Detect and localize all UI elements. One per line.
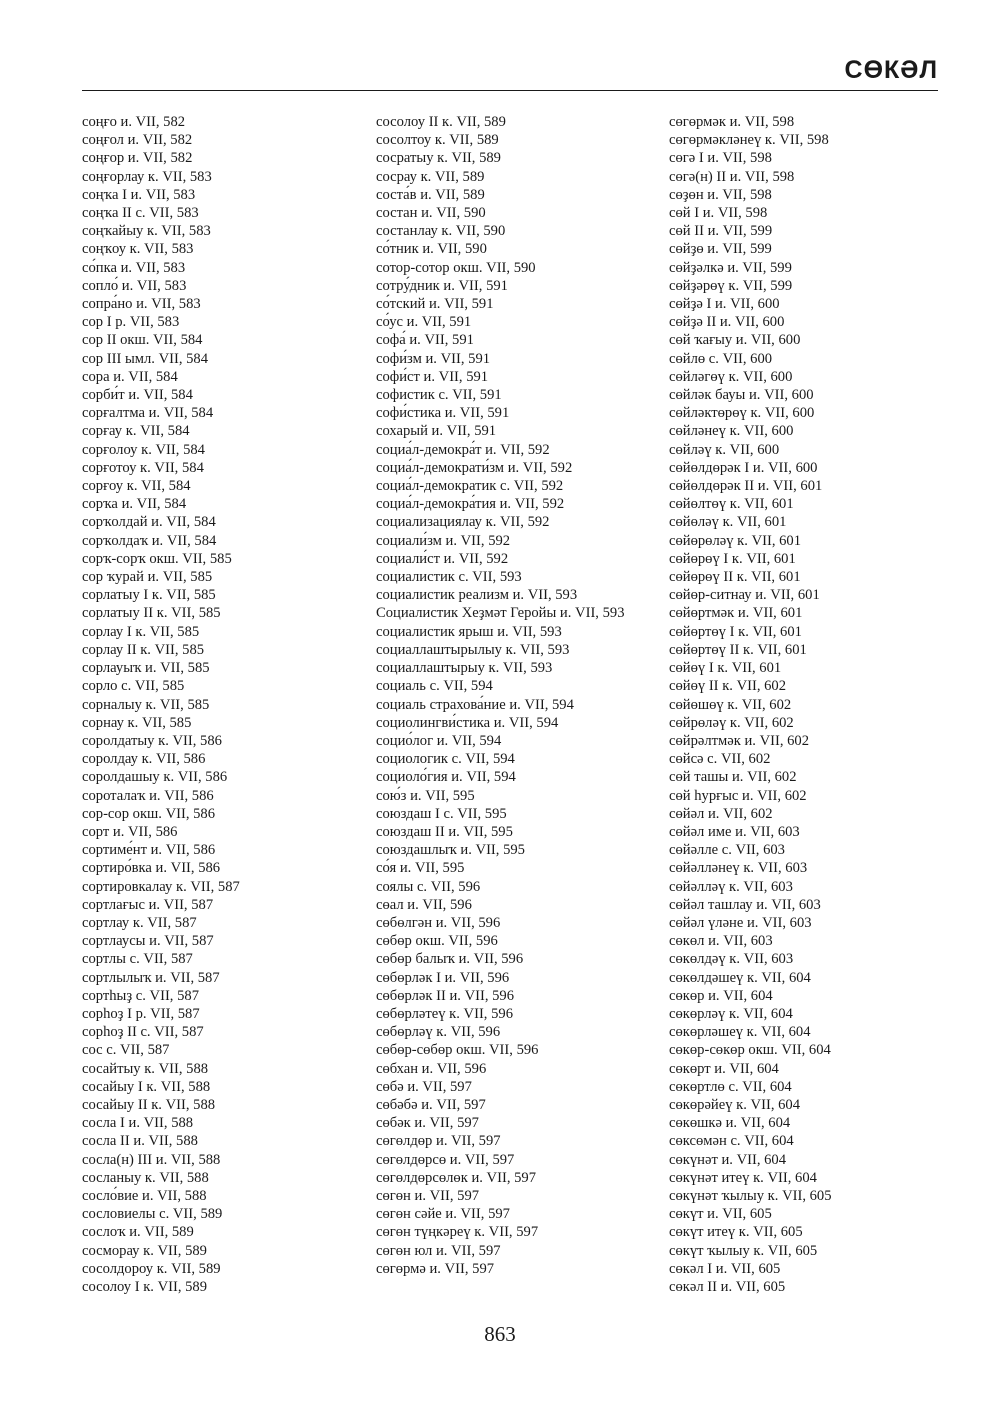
index-entry: союздаш I с. VII, 595 — [376, 805, 507, 822]
index-entry: сөйҙә I и. VII, 600 — [669, 296, 780, 313]
index-entry: сөй ташы и. VII, 602 — [669, 769, 797, 786]
index-entry: сөйөртөү I к. VII, 601 — [669, 623, 802, 640]
index-entry: сосланыу к. VII, 588 — [82, 1169, 209, 1186]
index-entry: социаль страхова́ние и. VII, 594 — [376, 696, 574, 713]
index-entry: сора и. VII, 584 — [82, 368, 178, 385]
index-entry: сөйлө с. VII, 600 — [669, 350, 773, 367]
page-number: 863 — [484, 1322, 516, 1346]
index-entry: сорғау к. VII, 584 — [82, 423, 190, 440]
index-entry: сөбөрләк I и. VII, 596 — [376, 969, 510, 986]
index-entry: сопра́но и. VII, 583 — [82, 296, 201, 313]
index-entry: сою́з и. VII, 595 — [376, 787, 475, 804]
index-entry: сортлағыс и. VII, 587 — [82, 896, 214, 913]
index-entry: сосморау к. VII, 589 — [82, 1242, 207, 1259]
index-entry: сорҡ-сорҡ окш. VII, 585 — [82, 550, 232, 567]
index-entry: сөгә I и. VII, 598 — [669, 150, 772, 167]
index-entry: сосолдороу к. VII, 589 — [82, 1260, 221, 1277]
index-entry: сорғоу к. VII, 584 — [82, 478, 191, 495]
index-entry: сөкүнәт итеү к. VII, 604 — [669, 1169, 817, 1186]
index-entry: сөйөү II к. VII, 602 — [669, 678, 787, 695]
index-entry: сөйсә с. VII, 602 — [669, 751, 771, 768]
index-entry: союздаш II и. VII, 595 — [376, 823, 513, 840]
index-entry: сорт и. VII, 586 — [82, 823, 178, 840]
index-entry: соялы с. VII, 596 — [376, 878, 481, 895]
index-entry: сөкөр-сөкөр окш. VII, 604 — [669, 1042, 831, 1059]
index-entry: сөбөрләү к. VII, 596 — [376, 1024, 501, 1041]
index-entry: сөйҙө и. VII, 599 — [669, 241, 772, 258]
index-entry: сосратыу к. VII, 589 — [376, 150, 501, 167]
index-entry: сотру́дник и. VII, 591 — [376, 277, 508, 294]
index-entry: сөкүт и. VII, 605 — [669, 1206, 772, 1223]
index-entry: сөй ҡағыу и. VII, 600 — [669, 332, 801, 349]
index-entry: сөйләк бауы и. VII, 600 — [669, 387, 814, 404]
index-entry: соңғо и. VII, 582 — [82, 114, 186, 130]
index-entry: сөкөрт и. VII, 604 — [669, 1060, 779, 1077]
index-entry: сөйҙә II и. VII, 600 — [669, 314, 785, 331]
index-entry: соңғор и. VII, 582 — [82, 150, 193, 167]
index-entry: сөйөлдөрәк II и. VII, 601 — [669, 478, 823, 495]
index-entry: социалистик реализм и. VII, 593 — [376, 587, 578, 604]
index-entry: союздашлыҡ и. VII, 595 — [376, 842, 525, 859]
index-entry: сосла I и. VII, 588 — [82, 1115, 194, 1132]
header-rule — [82, 90, 938, 91]
index-entry: сөйөрөләү к. VII, 601 — [669, 532, 802, 549]
index-entry: сор ҡурай и. VII, 585 — [82, 569, 213, 586]
index-entry: сөгөрмә и. VII, 597 — [376, 1260, 495, 1277]
index-entry: сөйөлтөү к. VII, 601 — [669, 496, 794, 513]
running-head: СӨКӘЛ — [844, 56, 938, 84]
index-entry: сосолоу I к. VII, 589 — [82, 1279, 208, 1295]
index-entry: со́ус и. VII, 591 — [376, 314, 472, 331]
index-entry: сорһоҙ I р. VII, 587 — [82, 1005, 200, 1022]
index-entry: сортлылыҡ и. VII, 587 — [82, 969, 220, 986]
index-column-3 — [669, 113, 949, 1296]
index-entry: софи́зм и. VII, 591 — [376, 350, 491, 367]
index-entry: сөйөшөү к. VII, 602 — [669, 696, 792, 713]
index-column-2 — [376, 113, 646, 1278]
index-entry: сөбөр окш. VII, 596 — [376, 933, 498, 950]
index-entry: сор I р. VII, 583 — [82, 314, 180, 331]
index-entry: соролдашыу к. VII, 586 — [82, 769, 228, 786]
index-entry: соңҡа I и. VII, 583 — [82, 186, 196, 203]
index-entry: сөкөшкә и. VII, 604 — [669, 1115, 791, 1132]
index-entry: сорһоҙ II с. VII, 587 — [82, 1024, 204, 1041]
index-entry: сос с. VII, 587 — [82, 1042, 170, 1059]
index-entry: сорҡолдаҡ и. VII, 584 — [82, 532, 217, 549]
index-entry: состанлау к. VII, 590 — [376, 223, 506, 240]
index-entry: сөбәк и. VII, 597 — [376, 1115, 479, 1132]
index-entry: сөкөр и. VII, 604 — [669, 987, 773, 1004]
index-entry: состан и. VII, 590 — [376, 205, 486, 222]
index-entry: сөйөрөү I к. VII, 601 — [669, 550, 796, 567]
index-entry: сөбөр балыҡ и. VII, 596 — [376, 951, 524, 968]
index-entry: сөкүнәт ҡылыу к. VII, 605 — [669, 1187, 832, 1204]
index-entry: сөй һурғыс и. VII, 602 — [669, 787, 807, 804]
index-entry: сорҡолдай и. VII, 584 — [82, 514, 216, 531]
index-entry: сөйөртмәк и. VII, 601 — [669, 605, 803, 622]
index-entry: соңҡоу к. VII, 583 — [82, 241, 194, 258]
index-entry: сөкөлдәшеү к. VII, 604 — [669, 969, 811, 986]
index-entry: социаллаштырылыу к. VII, 593 — [376, 641, 570, 658]
index-entry: сөбәбә и. VII, 597 — [376, 1096, 486, 1113]
index-entry: сөкөрләшеү к. VII, 604 — [669, 1024, 811, 1041]
index-entry: социа́л-демокра́тия и. VII, 592 — [376, 496, 565, 513]
index-entry: сосолоу II к. VII, 589 — [376, 114, 506, 130]
index-entry: сөкөрләү к. VII, 604 — [669, 1005, 793, 1022]
index-entry: сосолтоу к. VII, 589 — [376, 132, 499, 149]
index-entry: сорғотоу к. VII, 584 — [82, 459, 204, 476]
index-entry: сортлау к. VII, 587 — [82, 914, 197, 931]
index-entry: сөйҙәлкә и. VII, 599 — [669, 259, 792, 276]
index-entry: сөгөрмәк и. VII, 598 — [669, 114, 795, 130]
index-entry: сосла(н) III и. VII, 588 — [82, 1151, 221, 1168]
index-entry: со́пка и. VII, 583 — [82, 259, 186, 276]
index-entry: со́тник и. VII, 590 — [376, 241, 487, 258]
index-entry: соста́в и. VII, 589 — [376, 186, 485, 203]
index-entry: соролдатыу к. VII, 586 — [82, 732, 222, 749]
index-entry: сорғалтма и. VII, 584 — [82, 405, 214, 422]
index-entry: сосайыу II к. VII, 588 — [82, 1096, 216, 1113]
index-entry: соролдау к. VII, 586 — [82, 751, 206, 768]
index-entry: сөгөлдөр и. VII, 597 — [376, 1133, 501, 1150]
index-entry: соңғорлау к. VII, 583 — [82, 168, 212, 185]
index-entry: сөкөл и. VII, 603 — [669, 933, 773, 950]
index-entry: сохарый и. VII, 591 — [376, 423, 497, 440]
index-entry: сөбөрләк II и. VII, 596 — [376, 987, 515, 1004]
index-entry: социаль с. VII, 594 — [376, 678, 493, 695]
index-entry: сөйәл име и. VII, 603 — [669, 823, 800, 840]
index-entry: сөкөрәйеү к. VII, 604 — [669, 1096, 801, 1113]
index-entry: соңғол и. VII, 582 — [82, 132, 193, 149]
index-entry: сорғолоу к. VII, 584 — [82, 441, 205, 458]
index-entry: сөй II и. VII, 599 — [669, 223, 773, 240]
index-entry: сортлы с. VII, 587 — [82, 951, 193, 968]
index-entry: социо́лог и. VII, 594 — [376, 732, 502, 749]
index-entry: сөгөн сәйе и. VII, 597 — [376, 1206, 510, 1223]
index-entry: сөйләү к. VII, 600 — [669, 441, 780, 458]
index-entry: сөйәлле с. VII, 603 — [669, 842, 785, 859]
index-entry: сорлау II к. VII, 585 — [82, 641, 205, 658]
index-entry: социологик с. VII, 594 — [376, 751, 515, 768]
index-entry: социалистик с. VII, 593 — [376, 569, 522, 586]
index-entry: сортиме́нт и. VII, 586 — [82, 842, 216, 859]
index-entry: сөй I и. VII, 598 — [669, 205, 768, 222]
index-entry: социали́зм и. VII, 592 — [376, 532, 511, 549]
index-entry: сөйәлләнеү к. VII, 603 — [669, 860, 808, 877]
index-entry: сөйәлләү к. VII, 603 — [669, 878, 793, 895]
index-entry: сосло́вие и. VII, 588 — [82, 1187, 207, 1204]
index-entry: социа́л-демократик с. VII, 592 — [376, 478, 564, 495]
index-entry: сөйҙәрөү к. VII, 599 — [669, 277, 793, 294]
index-entry: социаллаштырыу к. VII, 593 — [376, 660, 553, 677]
index-entry: сөйләгөү к. VII, 600 — [669, 368, 793, 385]
index-entry: сослоҡ и. VII, 589 — [82, 1224, 194, 1241]
index-entry: софистик с. VII, 591 — [376, 387, 502, 404]
index-entry: сөйөртөү II к. VII, 601 — [669, 641, 807, 658]
index-entry: сөйөрөү II к. VII, 601 — [669, 569, 801, 586]
index-entry: социолингви́стика и. VII, 594 — [376, 714, 559, 731]
index-entry: сөкөлдәү к. VII, 603 — [669, 951, 794, 968]
index-entry: сөбхан и. VII, 596 — [376, 1060, 487, 1077]
index-entry: сорлау I к. VII, 585 — [82, 623, 200, 640]
index-entry: сорлатыу II к. VII, 585 — [82, 605, 221, 622]
index-entry: сөкүнәт и. VII, 604 — [669, 1151, 787, 1168]
index-entry: софи́ст и. VII, 591 — [376, 368, 489, 385]
index-entry: сөкәл I и. VII, 605 — [669, 1260, 781, 1277]
index-entry: сөйөү I к. VII, 601 — [669, 660, 782, 677]
index-entry: сөал и. VII, 596 — [376, 896, 472, 913]
index-entry: социоло́гия и. VII, 594 — [376, 769, 516, 786]
index-entry: сөйөр-ситнау и. VII, 601 — [669, 587, 820, 604]
index-entry: сосайыу I к. VII, 588 — [82, 1078, 211, 1095]
index-entry: сөйәл үләне и. VII, 603 — [669, 914, 812, 931]
index-entry: сопло́ и. VII, 583 — [82, 277, 187, 294]
index-entry: сөйрөләү к. VII, 602 — [669, 714, 794, 731]
index-entry: сорби́т и. VII, 584 — [82, 387, 193, 404]
index-entry: сөгөрмәкләнеү к. VII, 598 — [669, 132, 829, 149]
index-entry: сөгөн түңкәреү к. VII, 597 — [376, 1224, 539, 1241]
index-entry: сортировкалау к. VII, 587 — [82, 878, 240, 895]
index-entry: сөкөртлө с. VII, 604 — [669, 1078, 792, 1095]
index-entry: сөгөн юл и. VII, 597 — [376, 1242, 501, 1259]
index-entry: сор-сор окш. VII, 586 — [82, 805, 216, 822]
index-entry: софа́ и. VII, 591 — [376, 332, 474, 349]
index-entry: сөгөн и. VII, 597 — [376, 1187, 480, 1204]
index-entry: сор III ымл. VII, 584 — [82, 350, 209, 367]
index-entry: сосрау к. VII, 589 — [376, 168, 485, 185]
index-entry: социализациялау к. VII, 592 — [376, 514, 550, 531]
index-entry: сөйләнеү к. VII, 600 — [669, 423, 794, 440]
index-entry: сорлатыу I к. VII, 585 — [82, 587, 216, 604]
index-entry: сөксөмән с. VII, 604 — [669, 1133, 794, 1150]
index-entry: сөбә и. VII, 597 — [376, 1078, 472, 1095]
index-entry: сөбөрләтеү к. VII, 596 — [376, 1005, 513, 1022]
index-entry: софи́стика и. VII, 591 — [376, 405, 510, 422]
index-entry: сөгә(н) II и. VII, 598 — [669, 168, 795, 185]
index-entry: сөйләктөрөү к. VII, 600 — [669, 405, 815, 422]
index-entry: сорло с. VII, 585 — [82, 678, 185, 695]
index-entry: Социалистик Хеҙмәт Геройы и. VII, 593 — [376, 605, 625, 622]
index-entry: сосайтыу к. VII, 588 — [82, 1060, 209, 1077]
index-entry: сортиро́вка и. VII, 586 — [82, 860, 221, 877]
index-entry: сөйәл ташлау и. VII, 603 — [669, 896, 821, 913]
index-column-1 — [82, 113, 352, 1296]
index-entry: социали́ст и. VII, 592 — [376, 550, 509, 567]
index-entry: сорнау к. VII, 585 — [82, 714, 192, 731]
index-entry: сортлаусы и. VII, 587 — [82, 933, 214, 950]
index-entry: сөҙөн и. VII, 598 — [669, 186, 772, 203]
index-entry: сосла II и. VII, 588 — [82, 1133, 198, 1150]
index-entry: сорлауыҡ и. VII, 585 — [82, 660, 210, 677]
index-entry: сөйөлдөрәк I и. VII, 600 — [669, 459, 818, 476]
index-entry: сөгөлдөрсө и. VII, 597 — [376, 1151, 515, 1168]
index-entry: сорналыу к. VII, 585 — [82, 696, 210, 713]
index-entry: сөйәл и. VII, 602 — [669, 805, 773, 822]
index-entry: сөкәл II и. VII, 605 — [669, 1279, 786, 1295]
index-entry: со́тский и. VII, 591 — [376, 296, 494, 313]
index-entry: сорҡа и. VII, 584 — [82, 496, 187, 513]
index-entry: сор II окш. VII, 584 — [82, 332, 203, 349]
index-entry: сөкүт ҡылыу к. VII, 605 — [669, 1242, 818, 1259]
index-entry: сословиелы с. VII, 589 — [82, 1206, 223, 1223]
index-entry: сөйөләү к. VII, 601 — [669, 514, 787, 531]
index-entry: сортһыҙ с. VII, 587 — [82, 987, 199, 1004]
index-entry: сөбөр-сөбөр окш. VII, 596 — [376, 1042, 539, 1059]
index-entry: сөбөлгән и. VII, 596 — [376, 914, 501, 931]
index-entry: соңҡа II с. VII, 583 — [82, 205, 199, 222]
index-entry: соңҡайыу к. VII, 583 — [82, 223, 211, 240]
index-entry: сороталаҡ и. VII, 586 — [82, 787, 214, 804]
index-entry: со́я и. VII, 595 — [376, 860, 465, 877]
index-entry: сөкүт итеү к. VII, 605 — [669, 1224, 803, 1241]
index-entry: сотор-сотор окш. VII, 590 — [376, 259, 536, 276]
index-entry: социалистик ярыш и. VII, 593 — [376, 623, 562, 640]
index-entry: сөгөлдөрсөлөк и. VII, 597 — [376, 1169, 537, 1186]
index-entry: социа́л-демократи́зм и. VII, 592 — [376, 459, 573, 476]
index-entry: сөйрәлтмәк и. VII, 602 — [669, 732, 810, 749]
index-entry: социа́л-демокра́т и. VII, 592 — [376, 441, 550, 458]
